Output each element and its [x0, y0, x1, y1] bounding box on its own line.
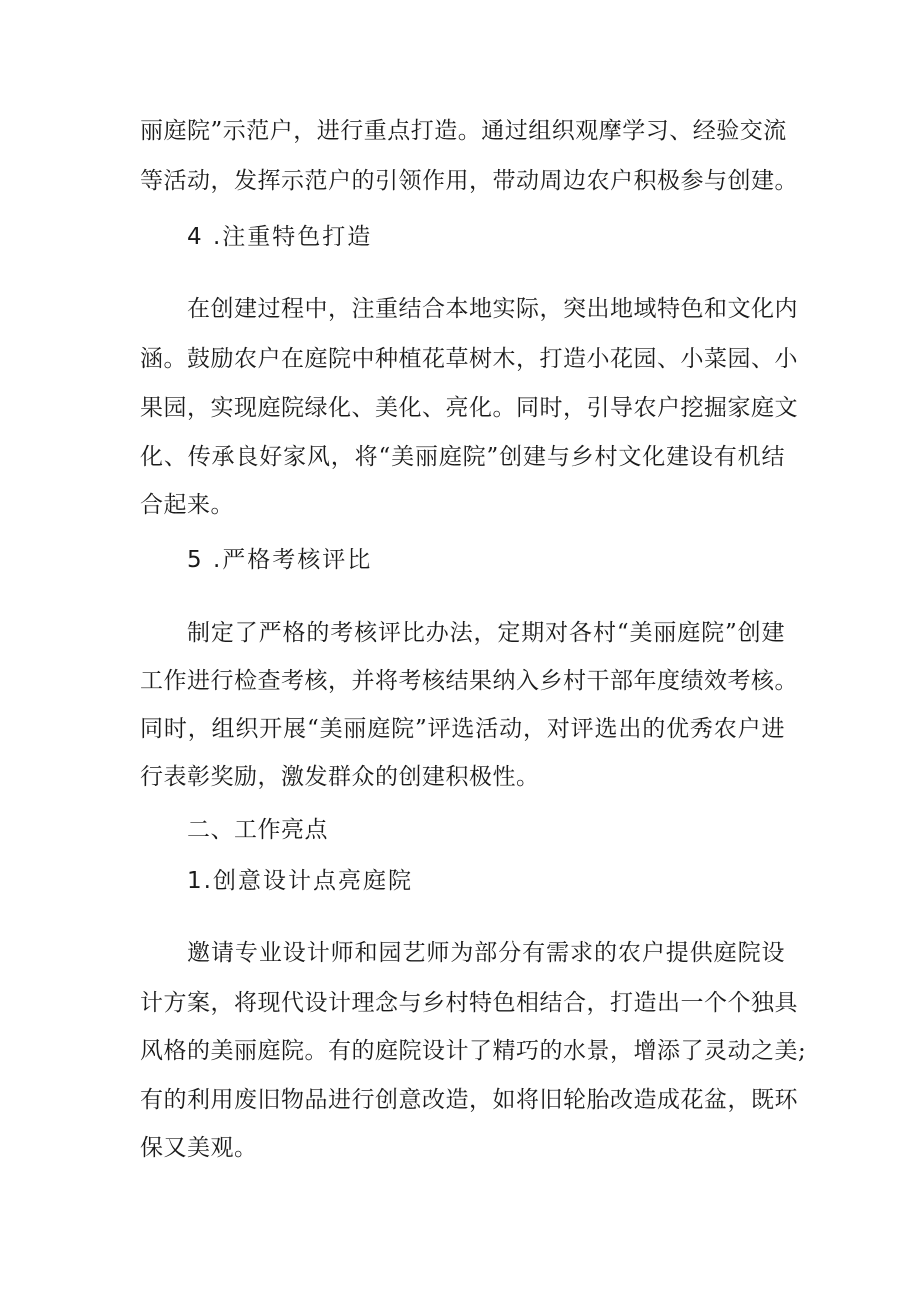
paragraph-line: 同时，组织开展“美丽庭院”评选活动，对评选出的优秀农户进	[140, 716, 785, 742]
subsection-heading-1: 1.创意设计点亮庭院	[187, 868, 413, 894]
paragraph-line: 保又美观。	[140, 1135, 258, 1161]
paragraph-line: 工作进行检查考核，并将考核结果纳入乡村干部年度绩效考核。	[140, 668, 798, 694]
paragraph-line: 制定了严格的考核评比办法，定期对各村“美丽庭院”创建	[187, 620, 785, 646]
paragraph-line: 等活动，发挥示范户的引领作用，带动周边农户积极参与创建。	[140, 168, 798, 194]
paragraph-line: 化、传承良好家风，将“美丽庭院”创建与乡村文化建设有机结	[140, 444, 785, 470]
paragraph-line: 行表彰奖励，激发群众的创建积极性。	[140, 764, 540, 790]
paragraph-line: 在创建过程中，注重结合本地实际，突出地域特色和文化内	[187, 296, 798, 322]
paragraph-line: 涵。鼓励农户在庭院中种植花草树木，打造小花园、小菜园、小	[140, 346, 798, 372]
section-heading-5: 5 .严格考核评比	[187, 547, 373, 573]
paragraph-line: 邀请专业设计师和园艺师为部分有需求的农户提供庭院设	[187, 940, 785, 966]
section-heading-2: 二、工作亮点	[187, 817, 328, 843]
paragraph-line: 果园，实现庭院绿化、美化、亮化。同时，引导农户挖掘家庭文	[140, 395, 798, 421]
section-heading-4: 4 .注重特色打造	[187, 224, 373, 250]
paragraph-line: 有的利用废旧物品进行创意改造，如将旧轮胎改造成花盆，既环	[140, 1087, 798, 1113]
paragraph-line: 风格的美丽庭院。有的庭院设计了精巧的水景，增添了灵动之美;	[140, 1038, 807, 1064]
paragraph-line: 丽庭院”示范户，进行重点打造。通过组织观摩学习、经验交流	[140, 118, 787, 144]
paragraph-line: 计方案，将现代设计理念与乡村特色相结合，打造出一个个独具	[140, 990, 798, 1016]
paragraph-line: 合起来。	[140, 492, 234, 518]
